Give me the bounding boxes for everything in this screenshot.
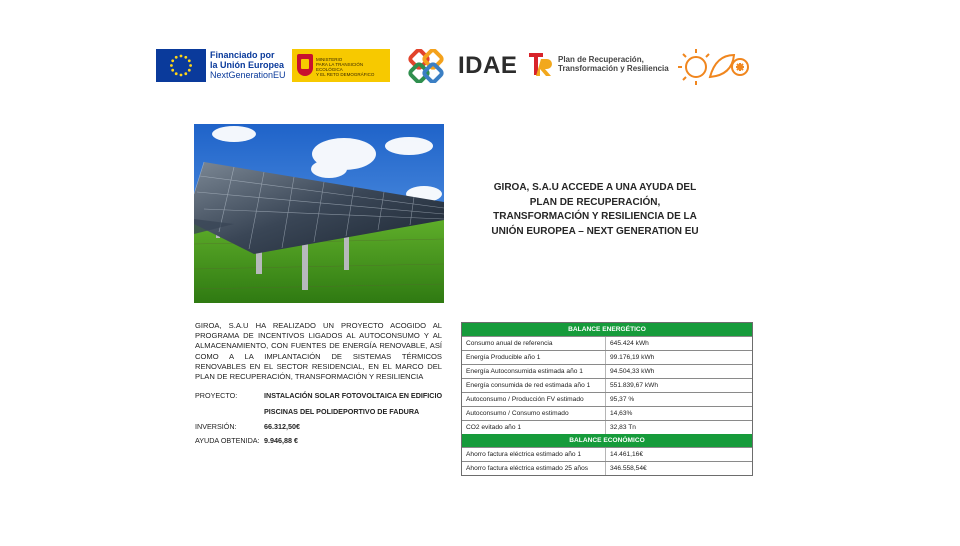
- inversion-row: [195, 422, 445, 434]
- row-value: 551.839,67 kWh: [610, 382, 659, 389]
- spain-shield-icon: [297, 54, 313, 76]
- idae-knot-icon: [404, 49, 448, 83]
- row-value: 95,37 %: [610, 396, 635, 403]
- eu-text-line1: Financiado por: [210, 50, 275, 60]
- column-divider: [605, 393, 606, 406]
- table-row: [462, 406, 752, 420]
- ministry-text-line2: PARA LA TRANSICIÓN ECOLÓGICA: [316, 62, 364, 72]
- inversion-label: INVERSIÓN:: [195, 422, 237, 431]
- row-label: Autoconsumo / Consumo estimado: [466, 410, 569, 417]
- renewable-energy-icon: [674, 47, 756, 87]
- eu-text-line3: NextGenerationEU: [210, 70, 286, 80]
- row-label: Ahorro factura eléctrica estimado 25 años: [466, 465, 589, 472]
- table-row: [462, 420, 752, 434]
- row-label: Energía Autoconsumida estimada año 1: [466, 368, 583, 375]
- row-label: Autoconsumo / Producción FV estimado: [466, 396, 584, 403]
- row-value: 14,63%: [610, 410, 633, 417]
- column-divider: [605, 462, 606, 475]
- table-row: [462, 447, 752, 461]
- ministry-text: [316, 57, 386, 77]
- row-value: 14.461,16€: [610, 451, 644, 458]
- table-row: [462, 364, 752, 378]
- eu-flag-logo: [156, 49, 206, 82]
- row-label: Consumo anual de referencia: [466, 340, 553, 347]
- ayuda-row: [195, 436, 445, 448]
- plan-text-line1: Plan de Recuperación,: [558, 55, 644, 64]
- project-description: GIROA, S.A.U HA REALIZADO UN PROYECTO ACOGIDO AL PROGRAMA DE INCENTIVOS LIGADOS AL AUTOCONSUMO Y AL ALMACENAMIENTO, CON FUENTES DE ENERGÍA RENOVABLE, ASÍ COMO A LA IMPLANTACIÓN DE SISTEMAS TÉRMICOS RENOVABLES EN EL SECTOR RESIDENCIAL, EN EL MARCO DEL PLAN DE RECUPERACIÓN, TRANSFORMACIÓN Y RESILIENCIA: [195, 321, 442, 382]
- table-row: [462, 378, 752, 392]
- column-divider: [605, 365, 606, 378]
- solar-panels-photo: [194, 124, 444, 303]
- ministry-logo: [292, 49, 390, 82]
- column-divider: [605, 337, 606, 350]
- logo-bar: [156, 46, 756, 90]
- table-row: [462, 392, 752, 406]
- eu-funding-text: [210, 50, 286, 80]
- ayuda-value: 9.946,88 €: [264, 436, 298, 445]
- row-value: 99.176,19 kWh: [610, 354, 655, 361]
- row-label: Ahorro factura eléctrica estimado año 1: [466, 451, 582, 458]
- idae-wordmark: IDAE: [458, 52, 518, 79]
- ayuda-label: AYUDA OBTENIDA:: [195, 436, 260, 445]
- balance-economico-header: BALANCE ECONÓMICO: [462, 434, 752, 447]
- table-row: [462, 461, 752, 475]
- plan-tr-icon: [528, 51, 554, 77]
- proyecto-value-line1: INSTALACIÓN SOLAR FOTOVOLTAICA EN EDIFICIO: [264, 391, 443, 400]
- column-divider: [605, 421, 606, 434]
- balance-table: [461, 322, 753, 476]
- balance-energetico-header: BALANCE ENERGÉTICO: [462, 323, 752, 336]
- row-value: 32,83 Tn: [610, 424, 636, 431]
- eu-text-line2: la Unión Europea: [210, 60, 285, 70]
- inversion-value: 66.312,50€: [264, 422, 300, 431]
- page-title: GIROA, S.A.U ACCEDE A UNA AYUDA DEL PLAN DE RECUPERACIÓN, TRANSFORMACIÓN Y RESILIENCIA DE LA UNIÓN EUROPEA – NEXT GENERATION EU: [491, 182, 699, 237]
- proyecto-row: [195, 391, 445, 403]
- row-value: 346.558,54€: [610, 465, 647, 472]
- row-label: Energía consumida de red estimada año 1: [466, 382, 591, 389]
- column-divider: [605, 379, 606, 392]
- column-divider: [605, 407, 606, 420]
- column-divider: [605, 351, 606, 364]
- row-label: CO2 evitado año 1: [466, 424, 521, 431]
- table-row: [462, 350, 752, 364]
- proyecto-label: PROYECTO:: [195, 391, 238, 400]
- proyecto-value-line2: PISCINAS DEL POLIDEPORTIVO DE FADURA: [264, 407, 420, 416]
- row-value: 645.424 kWh: [610, 340, 649, 347]
- row-value: 94.504,33 kWh: [610, 368, 655, 375]
- ministry-text-line3: Y EL RETO DEMOGRÁFICO: [316, 72, 375, 77]
- plan-recuperacion-text: [558, 55, 669, 73]
- column-divider: [605, 448, 606, 461]
- ministry-text-line1: MINISTERIO: [316, 57, 343, 62]
- row-label: Energía Producible año 1: [466, 354, 541, 361]
- proyecto-row-continued: [195, 407, 445, 419]
- plan-text-line2: Transformación y Resiliencia: [558, 64, 669, 73]
- table-row: [462, 336, 752, 350]
